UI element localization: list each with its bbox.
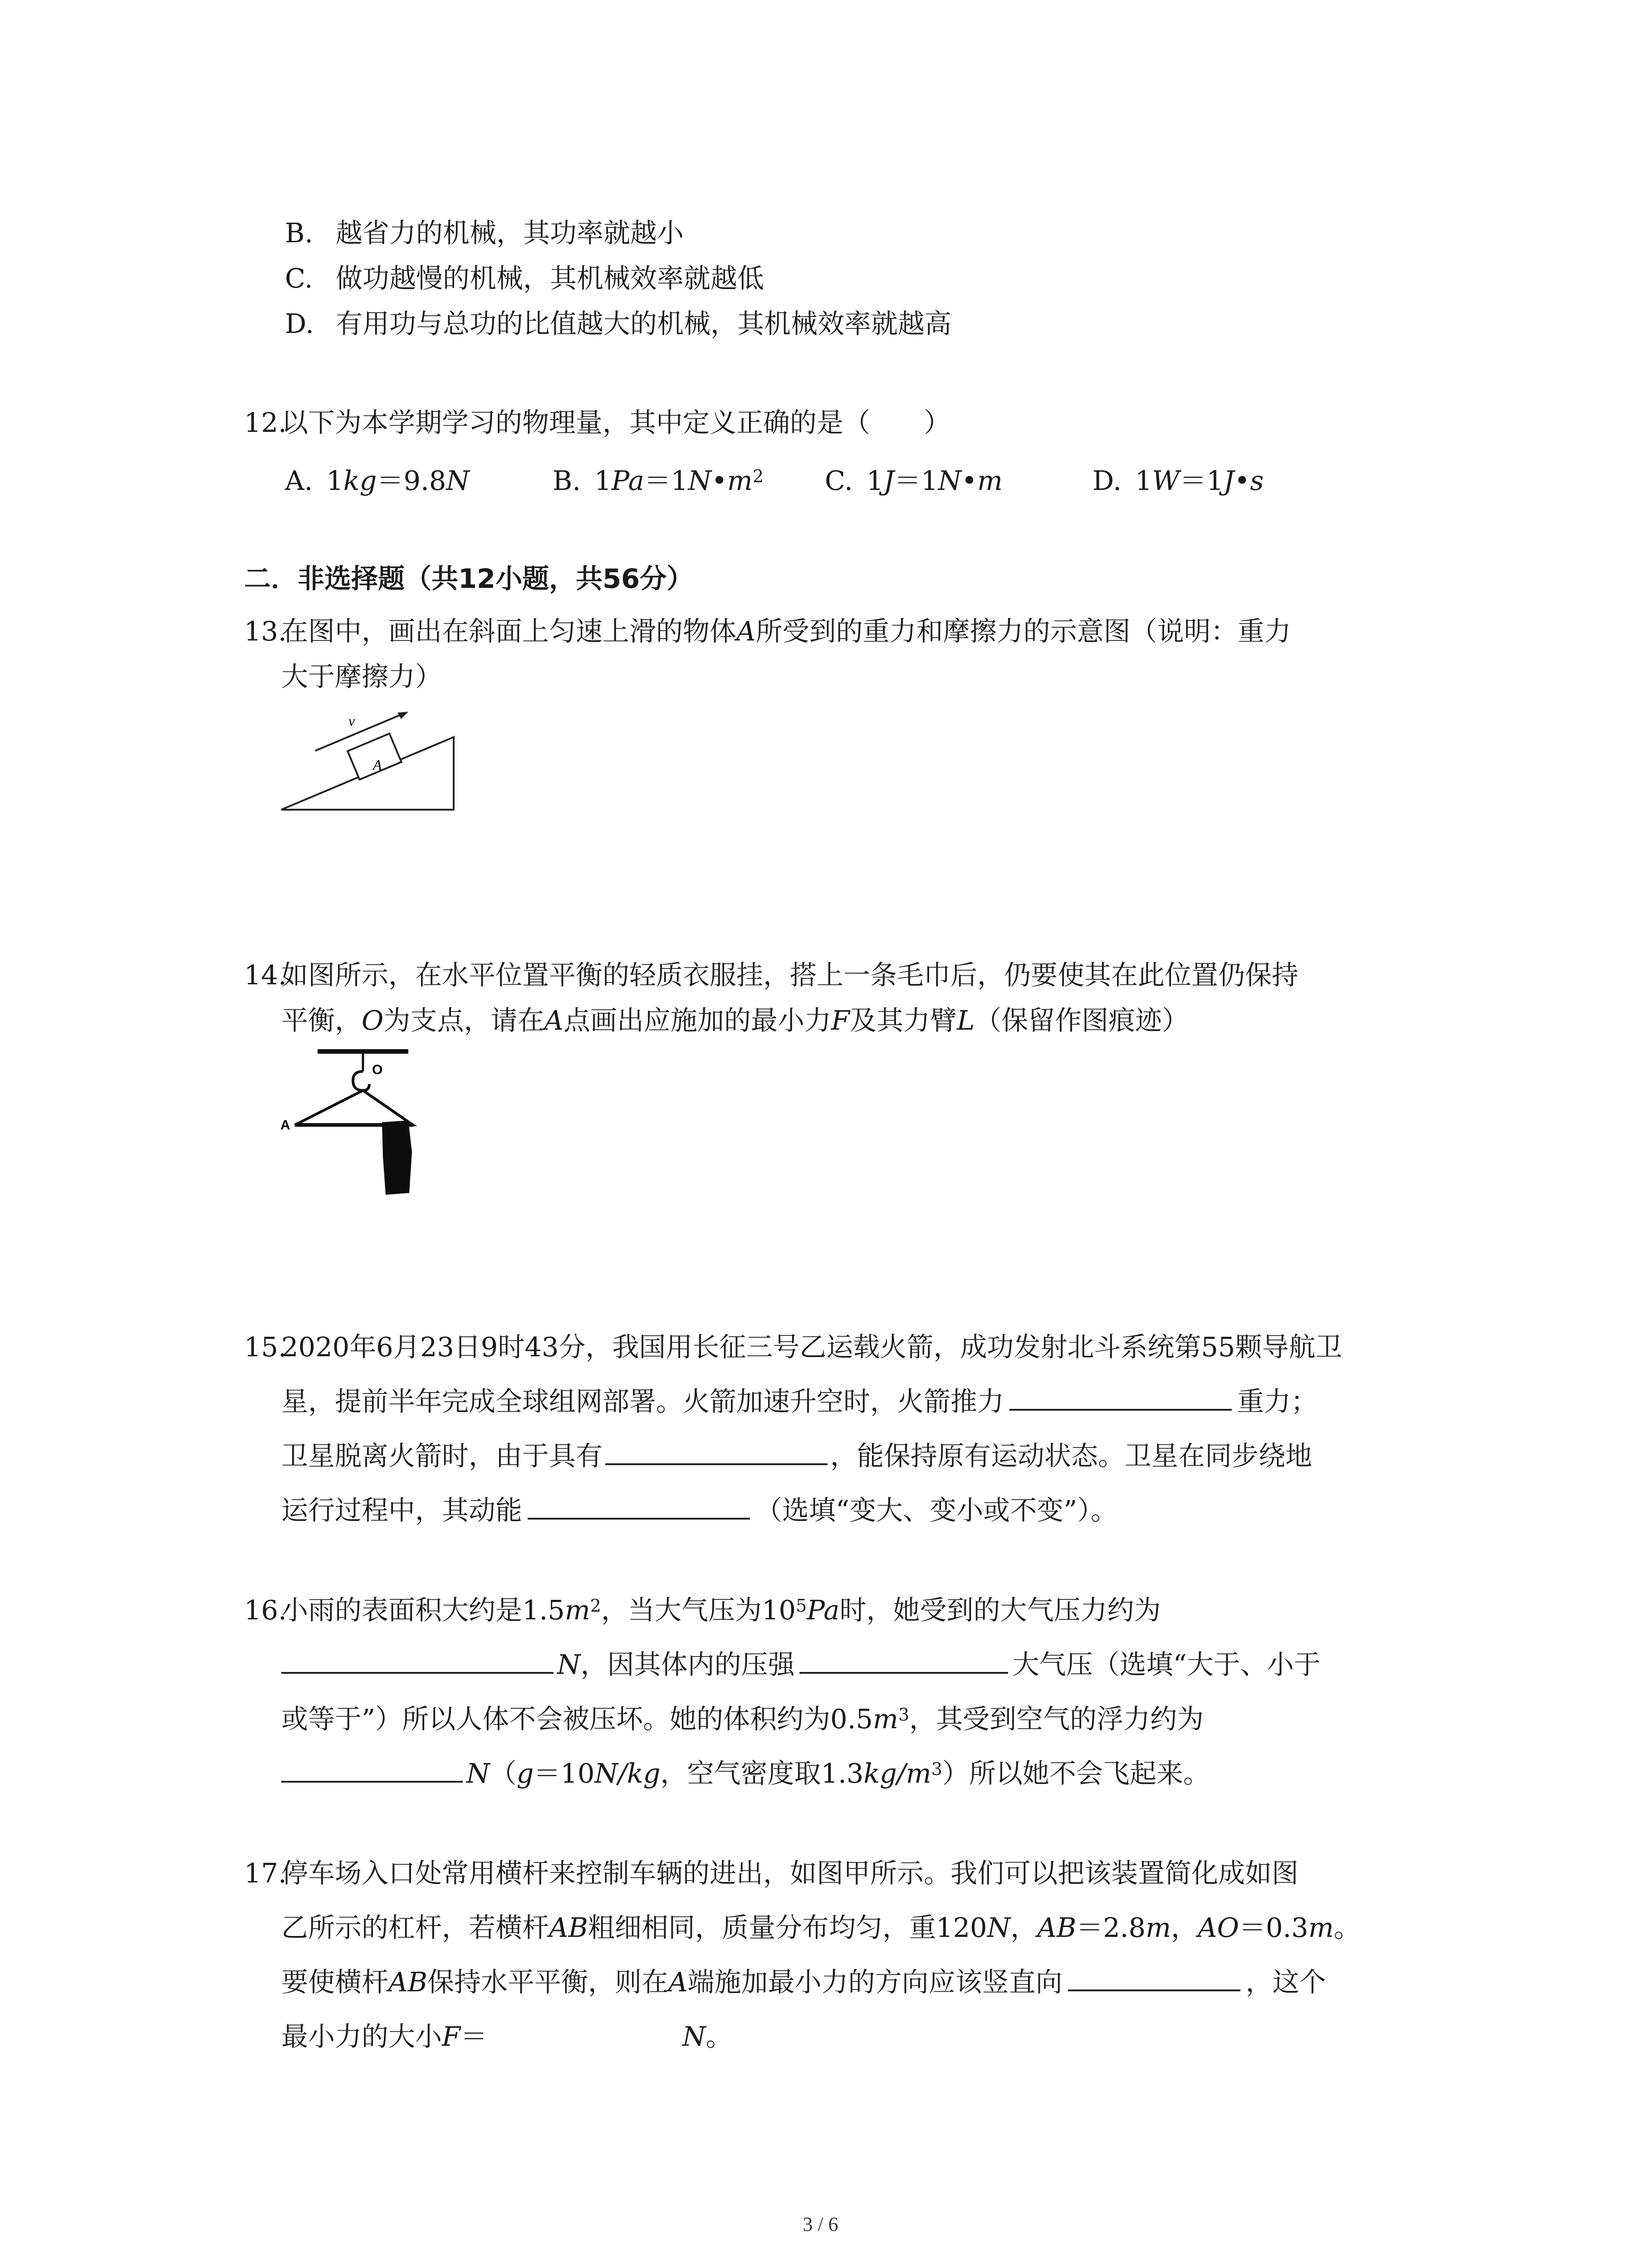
q12-c-unit3: m xyxy=(977,465,1003,496)
q15-line-2-text xyxy=(281,1383,1318,1420)
q15-line-3-text xyxy=(281,1438,1312,1474)
q12-c-pre: 1 xyxy=(866,465,884,496)
q17-l2-ao: AO xyxy=(1198,1912,1239,1943)
q12-option-a-label: A. xyxy=(285,465,313,496)
q16-number: 16. xyxy=(244,1594,287,1626)
q11-option-d-label: D. xyxy=(285,308,314,339)
q12-option-d-label: D. xyxy=(1092,465,1122,496)
q13-number: 13. xyxy=(244,616,287,647)
velocity-arrowhead xyxy=(397,712,408,719)
q17-l4-n: N xyxy=(682,2021,706,2052)
q17-line-2-text xyxy=(281,1910,1361,1946)
q12-c-unit2: N xyxy=(938,465,962,496)
q12-c-unit1: J xyxy=(883,465,894,496)
q16-line-2-text xyxy=(281,1647,1321,1683)
q12-d-unit3: s xyxy=(1250,465,1264,496)
q17-l2a: 乙所示的杠杆，若横杆 xyxy=(281,1912,549,1943)
q16-l2a: ，因其体内的压强 xyxy=(580,1649,795,1680)
q14-l2e: （保留作图痕迹） xyxy=(975,1005,1189,1036)
block-a-label: A xyxy=(373,757,382,773)
q12-option-c xyxy=(825,463,1003,499)
q17-l4-f: F xyxy=(442,2021,460,2052)
q16-l3-sup: 3 xyxy=(898,1705,910,1725)
q15-number: 15. xyxy=(244,1331,287,1363)
q17-number: 17. xyxy=(244,1857,287,1889)
q12-d-unit1: W xyxy=(1152,465,1180,496)
q16-line-4-text xyxy=(281,1755,1210,1792)
q16-l2b: 大气压（选填“大于、小于 xyxy=(1012,1649,1321,1680)
q12-option-b xyxy=(553,463,764,499)
q16-l4-nkg: N/kg xyxy=(594,1758,661,1789)
q16-l1c: 时，她受到的大气压力约为 xyxy=(839,1594,1161,1626)
q16-l4c: ，空气密度取1.3 xyxy=(660,1758,864,1789)
q17-l3a: 要使横杆 xyxy=(281,1966,389,1998)
q16-blank-3[interactable] xyxy=(281,1756,463,1783)
q15-l3a: 卫星脱离火箭时，由于具有 xyxy=(281,1440,603,1471)
q17-line-4-text xyxy=(281,2019,733,2055)
q14-l2b: 为支点，请在 xyxy=(383,1005,544,1036)
q11-option-c-text: 做功越慢的机械，其机械效率就越低 xyxy=(336,263,764,294)
q12-d-dot: • xyxy=(1234,465,1250,496)
q16-l4-sup: 3 xyxy=(931,1759,942,1779)
q12-a-unit2: N xyxy=(446,465,470,496)
q12-b-unit1: Pa xyxy=(611,465,644,496)
q14-var-f: F xyxy=(831,1005,850,1036)
point-a-label: A xyxy=(280,1118,290,1133)
q17-l2e: ， xyxy=(1171,1912,1198,1943)
q15-line-4-text xyxy=(281,1492,1117,1529)
pivot-o-label: O xyxy=(372,1062,383,1077)
q16-l1a: 小雨的表面积大约是1.5 xyxy=(281,1594,565,1626)
q15-l2a: 星，提前半年完成全球组网部署。火箭加速升空时，火箭推力 xyxy=(281,1386,1004,1417)
q12-b-unit2: N xyxy=(688,465,712,496)
q15-line-1-text: 2020年6月23日9时43分，我国用长征三号乙运载火箭，成功发射北斗系统第55颗导航卫 xyxy=(281,1331,1342,1363)
q11-option-b-label: B. xyxy=(285,217,314,249)
q16-l4a: （ xyxy=(490,1758,517,1789)
q17-l4c: 。 xyxy=(705,2021,733,2052)
q17-l2-m2: m xyxy=(1308,1912,1334,1943)
q17-blank-1[interactable] xyxy=(1068,1965,1240,1991)
q15-l4a: 运行过程中，其动能 xyxy=(281,1495,523,1526)
incline-figure xyxy=(272,705,463,814)
q16-l1-pa: Pa xyxy=(807,1594,840,1626)
q17-l2c: ， xyxy=(1010,1912,1038,1943)
q15-blank-2[interactable] xyxy=(605,1439,828,1465)
hanger-body xyxy=(295,1090,413,1125)
q16-line-1-text xyxy=(281,1592,1161,1628)
q14-number: 14. xyxy=(244,959,287,991)
q12-c-mid: ＝1 xyxy=(894,465,938,496)
q16-l3b: ，其受到空气的浮力约为 xyxy=(909,1703,1204,1735)
q12-d-unit2: J xyxy=(1223,465,1234,496)
q16-l1-m: m xyxy=(564,1594,590,1626)
q16-l4-n: N xyxy=(466,1758,490,1789)
q15-l2b: 重力； xyxy=(1237,1386,1318,1417)
q17-l2-ab2: AB xyxy=(1037,1912,1077,1943)
q14-l2d: 及其力臂 xyxy=(849,1005,957,1036)
q17-l2-ab: AB xyxy=(549,1912,588,1943)
q15-blank-3[interactable] xyxy=(528,1493,750,1520)
q11-option-c-label: C. xyxy=(285,263,313,294)
velocity-label: v xyxy=(348,713,355,729)
q17-line-3-text xyxy=(281,1964,1326,2000)
q16-l3-m: m xyxy=(873,1703,898,1735)
q13-l1b: 所受到的重力和摩擦力的示意图（说明：重力 xyxy=(755,616,1291,647)
q12-b-mid: ＝1 xyxy=(644,465,688,496)
q12-option-b-label: B. xyxy=(553,465,581,496)
q12-a-mid: ＝9.8 xyxy=(377,465,446,496)
q17-l3b: 保持水平平衡，则在 xyxy=(427,1966,668,1998)
q17-l2-m: m xyxy=(1146,1912,1171,1943)
q12-d-pre: 1 xyxy=(1135,465,1152,496)
q16-l1-sup2: 5 xyxy=(796,1596,807,1616)
page-number: 3 / 6 xyxy=(803,2213,838,2235)
q15-l3b: ，能保持原有运动状态。卫星在同步绕地 xyxy=(830,1440,1313,1471)
q12-b-pre: 1 xyxy=(594,465,612,496)
q17-l3-a: A xyxy=(668,1966,688,1998)
q12-b-sup: 2 xyxy=(752,466,764,486)
q15-blank-1[interactable] xyxy=(1009,1384,1232,1411)
q17-l3d: ，这个 xyxy=(1245,1966,1326,1998)
q17-l4a: 最小力的大小 xyxy=(281,2021,442,2052)
q12-c-dot: • xyxy=(961,465,977,496)
q16-blank-1[interactable] xyxy=(281,1647,554,1674)
hanger-figure xyxy=(277,1043,440,1198)
q17-l2f: ＝0.3 xyxy=(1239,1912,1308,1943)
q16-l4b: ＝10 xyxy=(534,1758,595,1789)
q13-l1a: 在图中，画出在斜面上匀速上滑的物体 xyxy=(281,616,737,647)
q12-d-mid: ＝1 xyxy=(1180,465,1224,496)
q17-l2d: ＝2.8 xyxy=(1076,1912,1146,1943)
q17-l4b: ＝ xyxy=(460,2021,487,2052)
q11-option-d-text: 有用功与总功的比值越大的机械，其机械效率就越高 xyxy=(336,308,952,339)
q11-option-b-text: 越省力的机械，其功率就越小 xyxy=(336,217,684,249)
q14-l2c: 点画出应施加的最小力 xyxy=(563,1005,832,1036)
q12-option-d xyxy=(1092,463,1264,499)
q12-stem-text: 以下为本学期学习的物理量，其中定义正确的是（ ） xyxy=(281,407,951,438)
q16-blank-2[interactable] xyxy=(799,1647,1008,1674)
q17-l2g: 。 xyxy=(1333,1912,1361,1943)
hanger-hook xyxy=(353,1071,369,1090)
q16-l3a: 或等于”）所以人体不会被压坏。她的体积约为0.5 xyxy=(281,1703,873,1735)
q16-l1b: ，当大气压为10 xyxy=(601,1594,796,1626)
q12-a-pre: 1 xyxy=(326,465,343,496)
q17-line-1-text: 停车场入口处常用横杆来控制车辆的进出，如图甲所示。我们可以把该装置简化成如图 xyxy=(281,1857,1299,1889)
q14-var-o: O xyxy=(362,1005,384,1036)
q15-l4b: （选填“变大、变小或不变”）。 xyxy=(755,1495,1117,1526)
q12-option-a xyxy=(285,463,470,499)
q14-var-a: A xyxy=(544,1005,564,1036)
q14-line-2-text xyxy=(281,1002,1189,1039)
q16-l4-g: g xyxy=(516,1758,534,1789)
q12-b-unit3: m xyxy=(727,465,753,496)
q13-var-a: A xyxy=(736,616,756,647)
q17-l2-n: N xyxy=(987,1912,1011,1943)
q12-a-unit1: kg xyxy=(343,465,377,496)
section-2-heading-text: 二．非选择题（共12小题，共56分） xyxy=(244,563,694,594)
q12-option-c-label: C. xyxy=(825,465,853,496)
q16-l4d: ）所以她不会飞起来。 xyxy=(942,1758,1210,1789)
q16-l4-kgm: kg/m xyxy=(863,1758,931,1789)
q13-line-1-text xyxy=(281,613,1291,650)
q17-l3c: 端施加最小力的方向应该竖直向 xyxy=(687,1966,1063,1998)
q16-l2-n: N xyxy=(557,1649,581,1680)
q16-line-3-text xyxy=(281,1701,1204,1737)
q12-number: 12. xyxy=(244,407,287,438)
q14-var-l: L xyxy=(956,1005,975,1036)
q12-b-dot: • xyxy=(711,465,727,496)
q16-l1-sup: 2 xyxy=(590,1596,601,1616)
q13-line-2-text: 大于摩擦力） xyxy=(281,661,442,692)
towel xyxy=(382,1120,412,1195)
q14-l2a: 平衡， xyxy=(281,1005,362,1036)
q17-l3-ab: AB xyxy=(388,1966,427,1998)
q14-line-1-text: 如图所示，在水平位置平衡的轻质衣服挂，搭上一条毛巾后，仍要使其在此位置仍保持 xyxy=(281,959,1299,991)
q17-l2b: 粗细相同，质量分布均匀，重120 xyxy=(588,1912,987,1943)
